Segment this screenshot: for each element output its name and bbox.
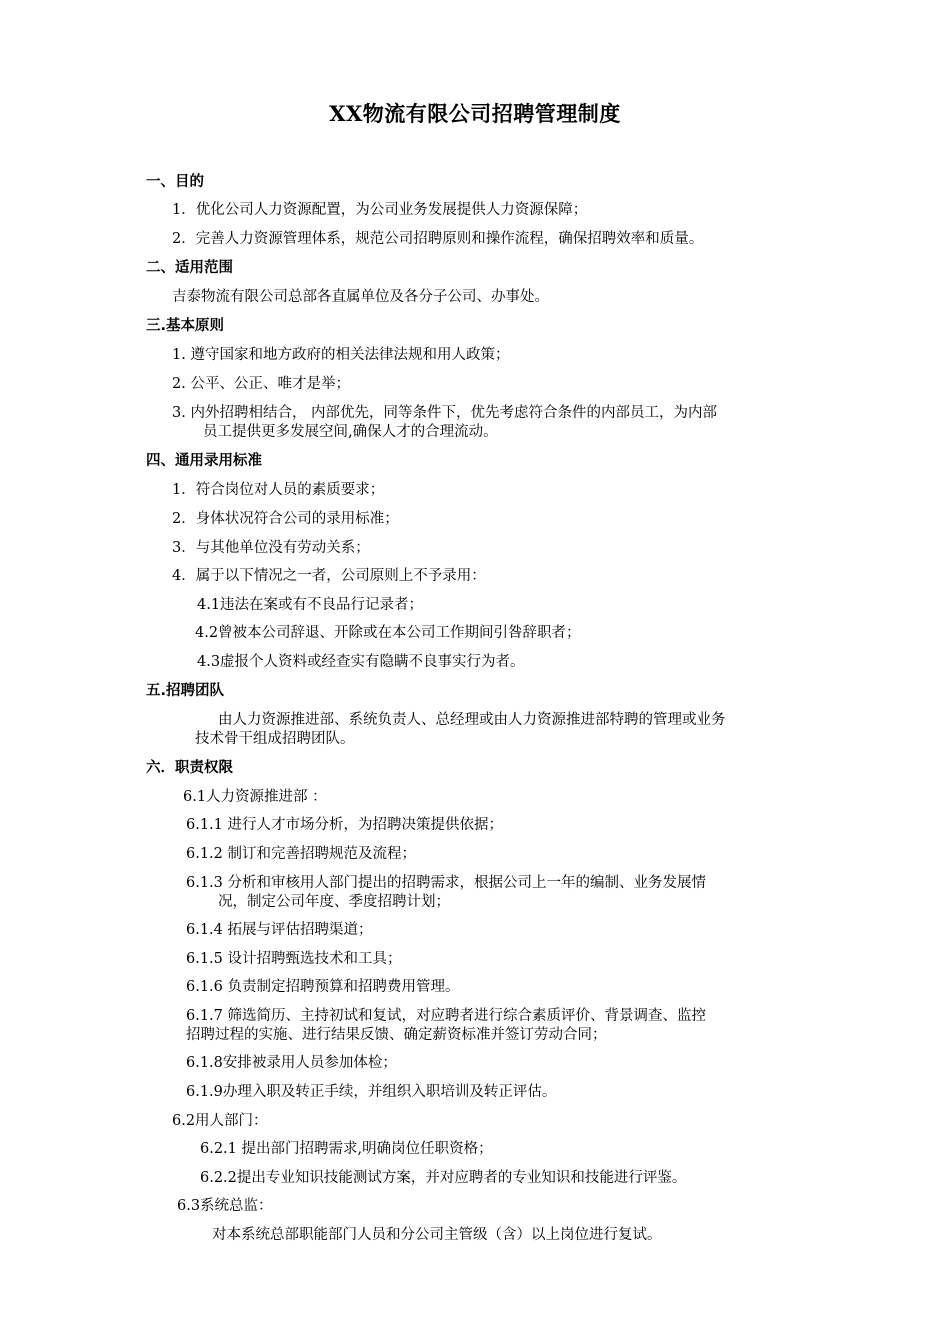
list-item: 2．完善人力资源管理体系，规范公司招聘原则和操作流程，确保招聘效率和质量。 xyxy=(172,231,704,247)
list-item: 6.1.9办理入职及转正手续，并组织入职培训及转正评估。 xyxy=(186,1084,557,1100)
sub-list-item: 4.1违法在案或有不良品行记录者； xyxy=(197,597,424,613)
list-item: 1. 遵守国家和地方政府的相关法律法规和用人政策； xyxy=(172,347,510,363)
list-item: 6.1.3 分析和审核用人部门提出的招聘需求，根据公司上一年的编制、业务发展情 xyxy=(186,875,707,891)
section-heading-responsibilities: 六．职责权限 xyxy=(146,760,233,776)
list-item-continuation: 招聘过程的实施、进行结果反馈、确定薪资标准并签订劳动合同； xyxy=(186,1027,607,1043)
list-item: 2. 公平、公正、唯才是举； xyxy=(172,376,350,392)
subsection-heading: 6.2用人部门： xyxy=(172,1113,268,1129)
list-item: 1．符合岗位对人员的素质要求； xyxy=(172,482,385,498)
list-item: 6.1.2 制订和完善招聘规范及流程； xyxy=(186,846,417,862)
list-item: 3. 内外招聘相结合， 内部优先，同等条件下，优先考虑符合条件的内部员工，为内部 xyxy=(172,405,718,421)
list-item: 6.2.2提出专业知识技能测试方案，并对应聘者的专业知识和技能进行评鉴。 xyxy=(200,1170,687,1186)
document-title: XX物流有限公司招聘管理制度 xyxy=(329,101,621,126)
list-item: 1．优化公司人力资源配置，为公司业务发展提供人力资源保障； xyxy=(172,202,588,218)
list-item: 6.1.7 筛选简历、主持初试和复试，对应聘者进行综合素质评价、背景调查、监控 xyxy=(186,1008,707,1024)
section-heading-purpose: 一、目的 xyxy=(146,174,204,190)
list-item-continuation: 员工提供更多发展空间,确保人才的合理流动。 xyxy=(203,424,498,440)
subsection-heading: 6.1人力资源推进部 ： xyxy=(183,789,327,805)
list-item: 6.2.1 提出部门招聘需求,明确岗位任职资格； xyxy=(200,1141,493,1157)
list-item: 6.1.6 负责制定招聘预算和招聘费用管理。 xyxy=(186,979,460,995)
section-heading-scope: 二、适用范围 xyxy=(146,260,233,276)
section-heading-principles: 三.基本原则 xyxy=(146,318,225,334)
list-item: 6.1.1 进行人才市场分析，为招聘决策提供依据； xyxy=(186,817,504,833)
paragraph: 吉泰物流有限公司总部各直属单位及各分子公司、办事处。 xyxy=(172,289,549,305)
sub-list-item: 4.3虚报个人资料或经查实有隐瞒不良事实行为者。 xyxy=(197,654,525,670)
paragraph: 由人力资源推进部、系统负责人、总经理或由人力资源推进部特聘的管理或业务 xyxy=(218,712,726,728)
section-heading-standards: 四、通用录用标准 xyxy=(146,453,262,469)
paragraph: 对本系统总部职能部门人员和分公司主管级（含）以上岗位进行复试。 xyxy=(212,1227,662,1243)
list-item: 3．与其他单位没有劳动关系； xyxy=(172,540,370,556)
subsection-heading: 6.3系统总监： xyxy=(177,1198,273,1214)
list-item-continuation: 况，制定公司年度、季度招聘计划； xyxy=(218,894,450,910)
list-item: 2．身体状况符合公司的录用标准； xyxy=(172,511,399,527)
paragraph-continuation: 技术骨干组成招聘团队。 xyxy=(195,731,355,747)
list-item: 6.1.4 拓展与评估招聘渠道； xyxy=(186,922,373,938)
list-item: 6.1.5 设计招聘甄选技术和工具； xyxy=(186,951,402,967)
list-item: 6.1.8安排被录用人员参加体检； xyxy=(186,1055,397,1071)
section-heading-team: 五.招聘团队 xyxy=(146,683,225,699)
sub-list-item: 4.2曾被本公司辞退、开除或在本公司工作期间引咎辞职者； xyxy=(195,625,581,641)
list-item: 4．属于以下情况之一者，公司原则上不予录用： xyxy=(172,568,486,584)
